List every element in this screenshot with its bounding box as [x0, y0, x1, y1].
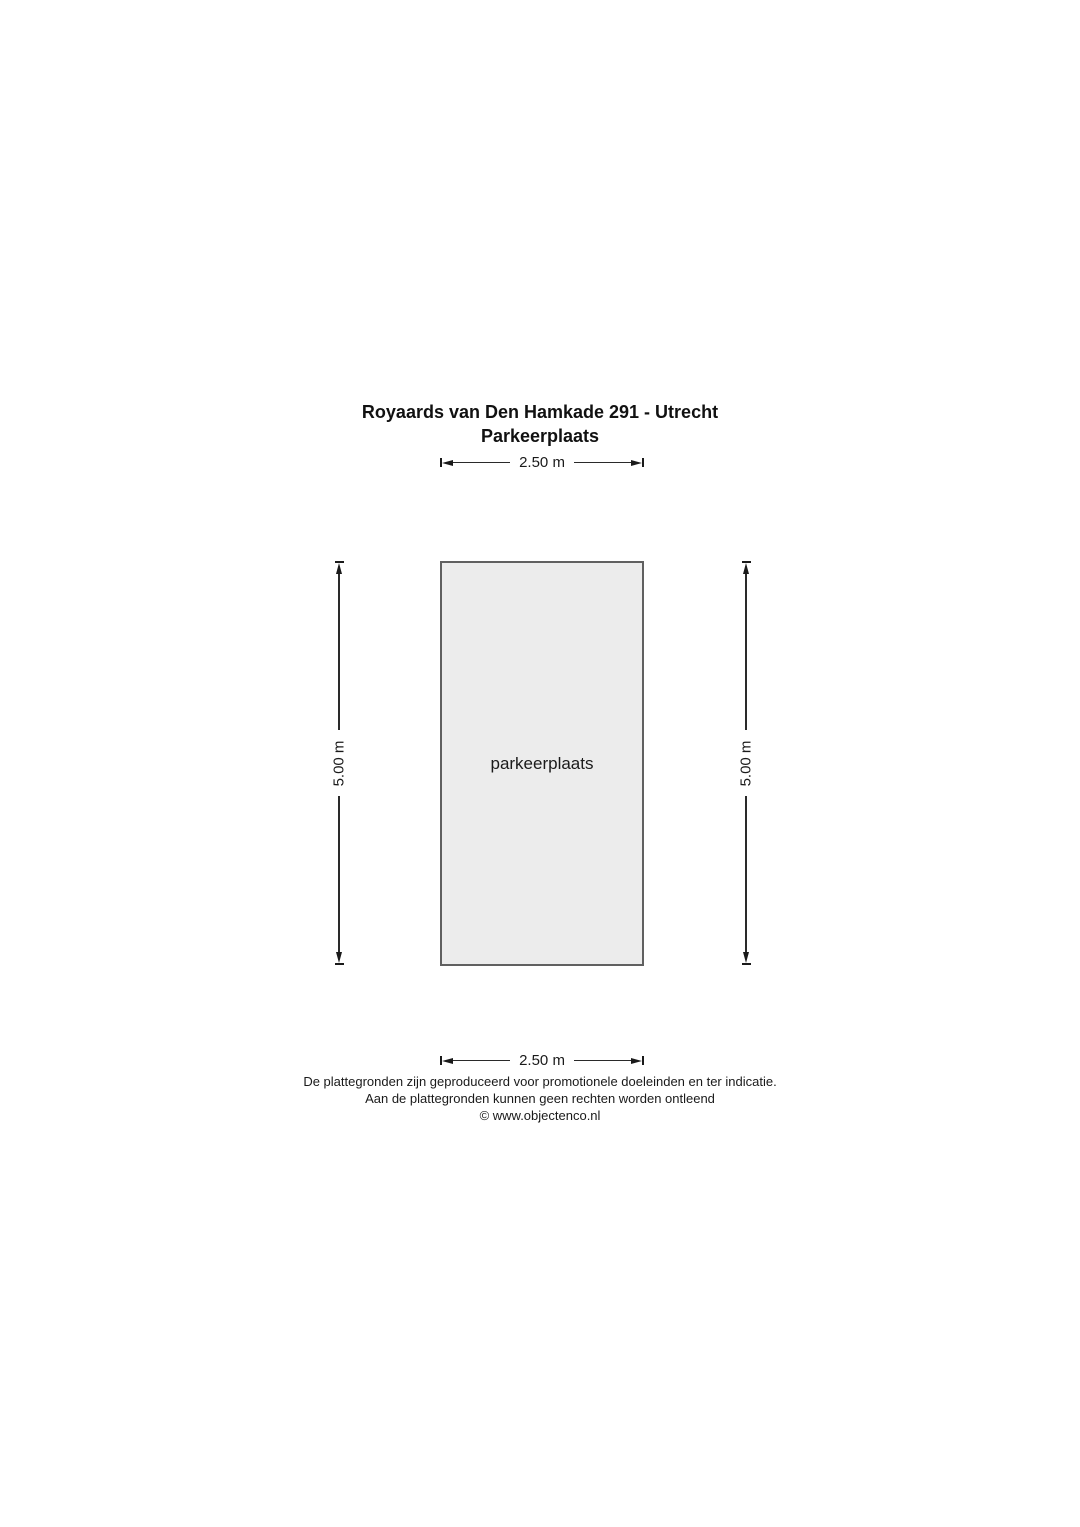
- parking-space: [440, 561, 644, 966]
- dimension-line: [338, 796, 340, 952]
- dimension-height-left: [330, 561, 348, 965]
- dimension-end-tick: [742, 963, 751, 965]
- dimension-width-label: 2.50 m: [519, 454, 565, 471]
- dimension-line: [453, 1060, 510, 1062]
- footer-disclaimer: [0, 1073, 1080, 1124]
- copyright-line: © www.objectenco.nl: [479, 1108, 601, 1123]
- page-title: [0, 400, 1080, 448]
- room-label: parkeerplaats: [490, 753, 594, 773]
- dimension-height-label: [737, 730, 755, 796]
- dimension-line: [574, 462, 631, 464]
- dimension-end-tick: [642, 1056, 644, 1065]
- arrow-left-icon: [442, 1058, 453, 1064]
- disclaimer-line-1: De plattegronden zijn geproduceerd voor promotionele doeleinden en ter indicatie.: [303, 1074, 777, 1089]
- dimension-line: [338, 574, 340, 730]
- dimension-height-label-text: 5.00 m: [737, 740, 755, 786]
- arrow-down-icon: [336, 952, 342, 963]
- dimension-line: [745, 796, 747, 952]
- dimension-line: [745, 574, 747, 730]
- dimension-height-label-text: 5.00 m: [330, 740, 348, 786]
- arrow-up-icon: [743, 563, 749, 574]
- dimension-line: [574, 1060, 631, 1062]
- arrow-down-icon: [743, 952, 749, 963]
- dimension-line: [453, 462, 510, 464]
- arrow-right-icon: [631, 1058, 642, 1064]
- title-subtitle: Parkeerplaats: [480, 426, 600, 446]
- title-address: Royaards van Den Hamkade 291 - Utrecht: [361, 402, 719, 422]
- arrow-left-icon: [442, 460, 453, 466]
- arrow-right-icon: [631, 460, 642, 466]
- dimension-end-tick: [335, 963, 344, 965]
- dimension-width-top: [440, 454, 644, 471]
- dimension-width-label: 2.50 m: [519, 1052, 565, 1069]
- arrow-up-icon: [336, 563, 342, 574]
- disclaimer-line-2: Aan de plattegronden kunnen geen rechten worden ontleend: [365, 1091, 715, 1106]
- dimension-end-tick: [642, 458, 644, 467]
- dimension-height-right: [737, 561, 755, 965]
- dimension-width-bottom: [440, 1052, 644, 1069]
- dimension-height-label: [330, 730, 348, 796]
